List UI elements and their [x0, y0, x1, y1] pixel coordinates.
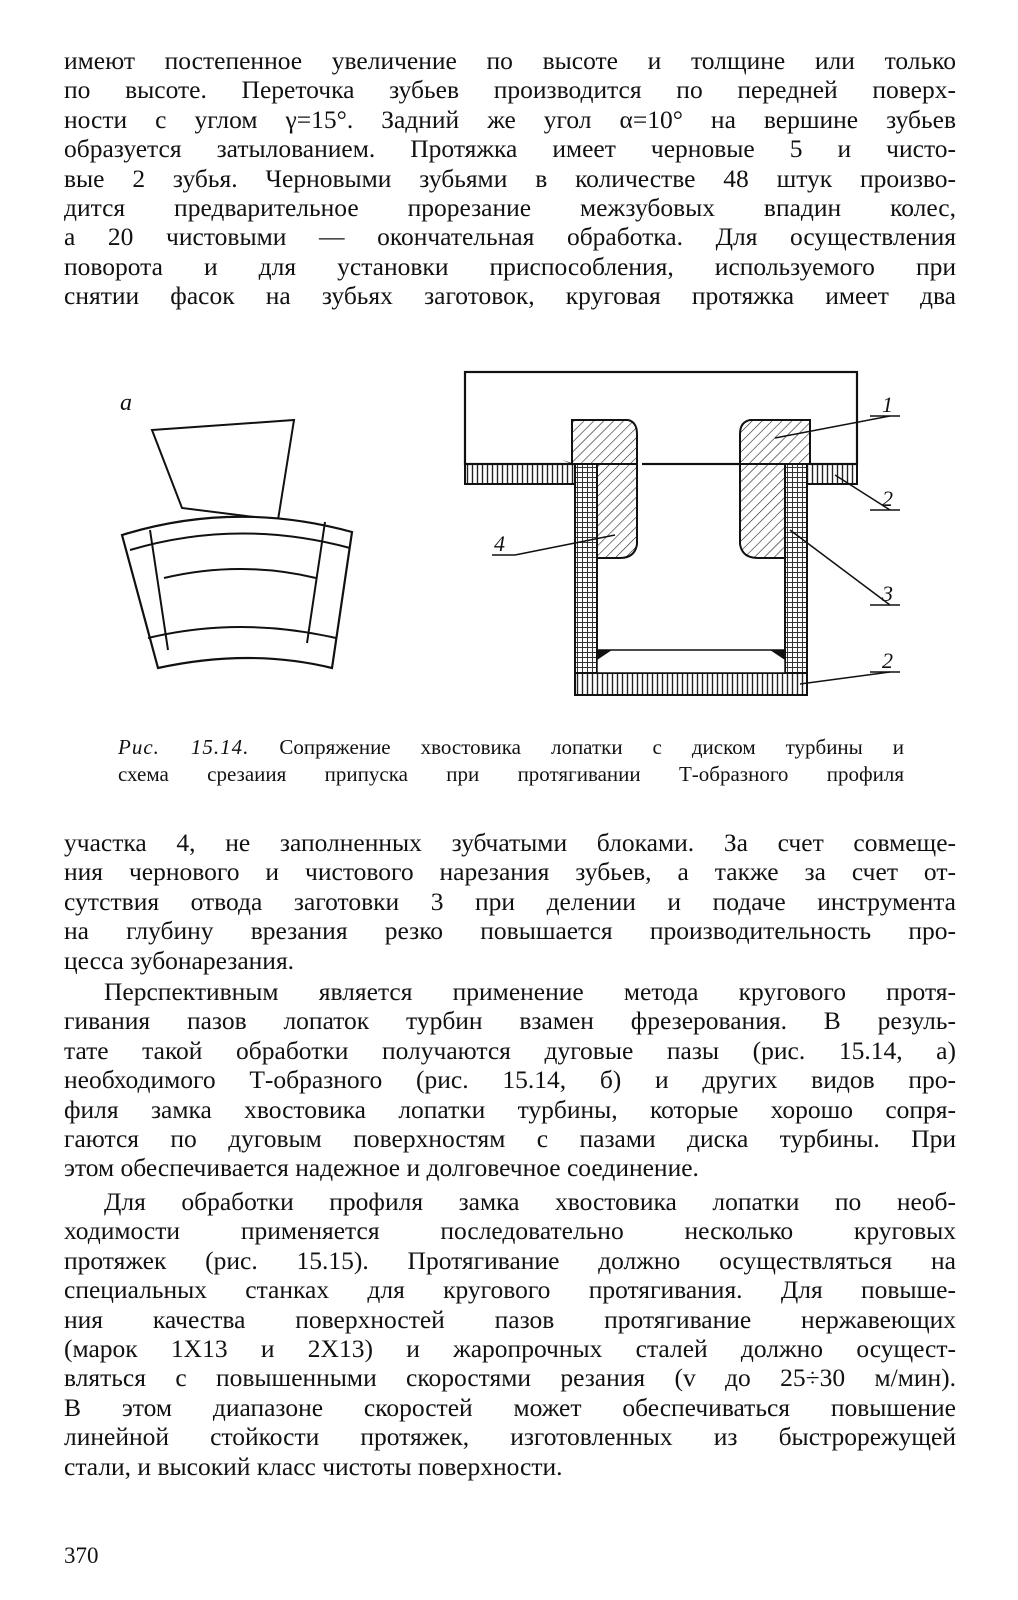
figure-part-a — [120, 390, 352, 668]
text-line: снятии фасок на зубьях заготовок, круговая протяжка имеет два — [64, 281, 956, 311]
text-line: тате такой обработки получаются дуговые пазы (рис. 15.14, а) — [64, 1035, 956, 1065]
text-line: протяжек (рис. 15.15). Протягивание должно осуществляться на — [64, 1245, 956, 1275]
text-line: вые 2 зубья. Черновыми зубьями в количестве 48 штук произво- — [64, 163, 956, 193]
text-line: на глубину врезания резко повышается производительность про- — [64, 916, 956, 946]
text-line: ния качества поверхностей пазов протягивание нержавеющих — [64, 1304, 956, 1334]
text-line: ния чернового и чистового нарезания зубьев, а также за счет от- — [64, 857, 956, 887]
text-line: необходимого Т-образного (рис. 15.14, б) и других видов про- — [64, 1065, 956, 1095]
callout-1: 1 — [882, 392, 893, 417]
text-line: стали, и высокий класс чистоты поверхности. — [64, 1451, 563, 1481]
callout-4: 4 — [494, 531, 505, 556]
text-line: Перспективным является применение метода кругового протя- — [104, 977, 956, 1006]
text-line: а 20 чистовыми — окончательная обработка. Для осуществления — [64, 222, 956, 252]
paragraph-4 — [64, 1187, 956, 1481]
label-a: a — [120, 390, 132, 416]
paragraph-3 — [64, 977, 956, 1183]
text-line: специальных станках для кругового протягивания. Для повыше- — [64, 1275, 956, 1305]
callout-2-bottom: 2 — [882, 648, 893, 673]
text-line: (марок 1Х13 и 2Х13) и жаропрочных сталей должно осущест- — [64, 1334, 956, 1364]
caption-text: Сопряжение хвостовика лопатки с диском турбины и — [279, 735, 905, 759]
text-line: сутствия отвода заготовки 3 при делении и подаче инструмента — [64, 886, 956, 916]
text-line: дится предварительное прорезание межзубовых впадин колес, — [64, 193, 956, 223]
caption-line-2: схема срезаиия припуска при протягивании Т-образного профиля — [118, 762, 904, 786]
text-line: Для обработки профиля замка хвостовика лопатки по необ- — [104, 1187, 956, 1216]
text-line: ходимости применяется последовательно несколько круговых — [64, 1216, 956, 1246]
figure-number: Рис. 15.14. — [118, 735, 250, 759]
top-paragraph — [64, 46, 956, 311]
callout-2-top: 2 — [882, 486, 893, 511]
text-line: по высоте. Переточка зубьев производится по передней поверх- — [64, 75, 956, 105]
text-line: В этом диапазоне скоростей может обеспечиваться повышение — [64, 1392, 956, 1422]
text-line: ности с углом γ=15°. Задний же угол α=10° на вершине зубьев — [64, 104, 956, 134]
text-line: вляться с повышенными скоростями резания (v до 25÷30 м/мин). — [64, 1363, 956, 1393]
text-line: образуется затылованием. Протяжка имеет черновые 5 и чисто- — [64, 134, 956, 164]
caption-line-1 — [118, 734, 904, 761]
figure-part-b — [465, 372, 900, 695]
paragraph-2 — [64, 828, 956, 975]
text-line: филя замка хвостовика лопатки турбины, которые хорошо сопря- — [64, 1094, 956, 1124]
page-number: 370 — [64, 1543, 99, 1568]
figure-15-14 — [100, 350, 930, 720]
text-line: участка 4, не заполненных зубчатыми блоками. За счет совмеще- — [64, 828, 956, 857]
figure-caption — [118, 734, 904, 788]
callout-3: 3 — [882, 581, 893, 606]
text-line: гаются по дуговым поверхностям с пазами диска турбины. При — [64, 1124, 956, 1154]
text-line: этом обеспечивается надежное и долговечное соединение. — [64, 1153, 699, 1183]
text-line: гивания пазов лопаток турбин взамен фрезерования. В резуль- — [64, 1006, 956, 1036]
text-line: цесса зубонарезания. — [64, 945, 295, 975]
text-line: поворота и для установки приспособления, используемого при — [64, 251, 956, 281]
text-line: имеют постепенное увеличение по высоте и толщине или только — [64, 46, 956, 75]
text-line: линейной стойкости протяжек, изготовленных из быстрорежущей — [64, 1422, 956, 1452]
